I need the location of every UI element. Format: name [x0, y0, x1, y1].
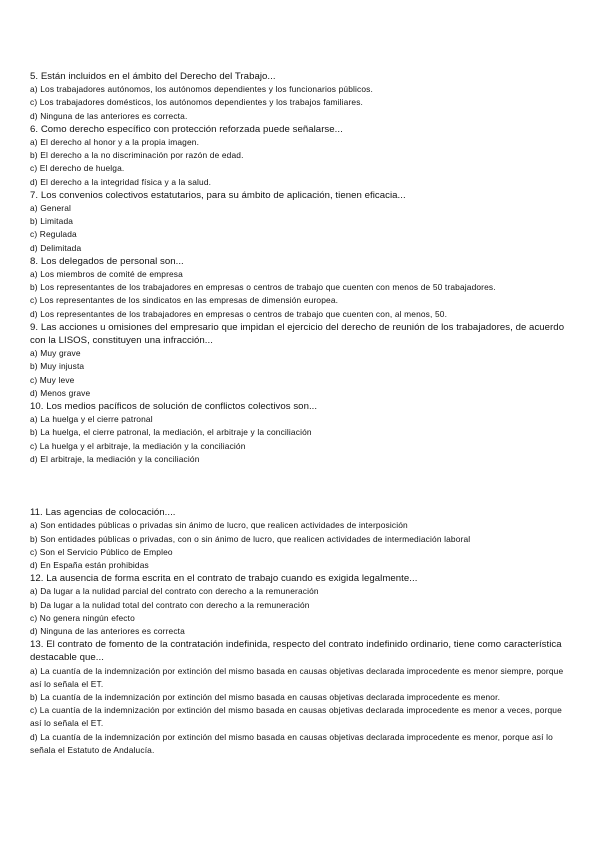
answer-option: b) Son entidades públicas o privadas, con o sin ánimo de lucro, que realicen actividades de intermediación laboral	[30, 533, 471, 544]
question-block	[30, 506, 575, 572]
answer-option: d) La cuantía de la indemnización por extinción del mismo basada en causas objetivas declarada improcedente es menor, porque así lo señala el Estatuto de Andalucía.	[30, 731, 553, 755]
answer-option: a) La huelga y el cierre patronal	[30, 414, 153, 425]
answer-option: c) La huelga y el arbitraje, la mediación y la conciliación	[30, 440, 246, 451]
answer-option: d) Ninguna de las anteriores es correcta.	[30, 110, 188, 121]
answer-option: a) Los miembros de comité de empresa	[30, 269, 183, 280]
answer-option: d) Ninguna de las anteriores es correcta	[30, 625, 185, 636]
answer-option: d) Delimitada	[30, 242, 82, 253]
question-block	[30, 70, 575, 123]
answer-option: b) Muy injusta	[30, 361, 85, 372]
questions-part-2	[30, 506, 575, 757]
questions-part-1	[30, 70, 575, 466]
question-block	[30, 638, 575, 757]
answer-option: a) Da lugar a la nulidad parcial del contrato con derecho a la remuneración	[30, 586, 319, 597]
answer-option: a) Muy grave	[30, 348, 81, 359]
answer-option: b) Limitada	[30, 216, 74, 227]
answer-option: c) Los trabajadores domésticos, los autónomos dependientes y los trabajos familiares.	[30, 97, 364, 108]
question-title: 10. Los medios pacíficos de solución de conflictos colectivos son...	[30, 401, 318, 413]
answer-option: c) La cuantía de la indemnización por extinción del mismo basada en causas objetivas declarada improcedente es menor a veces, porque así lo señala el ET.	[30, 705, 562, 729]
answer-option: d) Menos grave	[30, 387, 91, 398]
question-block	[30, 189, 575, 255]
answer-option: c) El derecho de huelga.	[30, 163, 125, 174]
answer-option: b) Da lugar a la nulidad total del contrato con derecho a la remuneración	[30, 599, 310, 610]
answer-option: d) El arbitraje, la mediación y la conciliación	[30, 453, 200, 464]
question-title: 9. Las acciones u omisiones del empresario que impidan el ejercicio del derecho de reunión de los trabajadores, de acuerdo con la LISOS, constituyen una infracción...	[30, 321, 565, 347]
question-title: 8. Los delegados de personal son...	[30, 255, 184, 267]
question-title: 7. Los convenios colectivos estatutarios, para su ámbito de aplicación, tienen eficacia...	[30, 189, 406, 201]
question-title: 5. Están incluidos en el ámbito del Derecho del Trabajo...	[30, 71, 276, 82]
answer-option: a) Son entidades públicas o privadas sin ánimo de lucro, que realicen actividades de interposición	[30, 520, 408, 531]
answer-option: c) No genera ningún efecto	[30, 612, 135, 623]
question-block	[30, 572, 575, 638]
answer-option: a) El derecho al honor y a la propia imagen.	[30, 137, 200, 148]
answer-option: d) En España están prohibidas	[30, 559, 149, 570]
answer-option: a) General	[30, 203, 72, 214]
answer-option: a) La cuantía de la indemnización por extinción del mismo basada en causas objetivas declarada improcedente es menor siempre, porque así lo señala el ET.	[30, 665, 564, 689]
question-title: 6. Como derecho específico con protección reforzada puede señalarse...	[30, 123, 343, 135]
question-title: 11. Las agencias de colocación....	[30, 507, 176, 519]
answer-option: d) El derecho a la integridad física y a la salud.	[30, 176, 212, 187]
answer-option: c) Regulada	[30, 229, 77, 240]
answer-option: c) Son el Servicio Público de Empleo	[30, 546, 173, 557]
section-gap	[30, 466, 575, 506]
question-block	[30, 321, 575, 400]
question-block	[30, 123, 575, 189]
answer-option: a) Los trabajadores autónomos, los autónomos dependientes y los funcionarios públicos.	[30, 84, 373, 95]
question-block	[30, 255, 575, 321]
answer-option: b) Los representantes de los trabajadores en empresas o centros de trabajo que cuenten con menos de 50 trabajadores.	[30, 282, 496, 293]
question-title: 12. La ausencia de forma escrita en el contrato de trabajo cuando es exigida legalmente...	[30, 573, 418, 585]
answer-option: b) La cuantía de la indemnización por extinción del mismo basada en causas objetivas declarada improcedente es menor.	[30, 691, 501, 702]
exam-content	[30, 70, 575, 757]
answer-option: c) Los representantes de los sindicatos en las empresas de dimensión europea.	[30, 295, 339, 306]
answer-option: c) Muy leve	[30, 374, 75, 385]
answer-option: b) La huelga, el cierre patronal, la mediación, el arbitraje y la conciliación	[30, 427, 312, 438]
question-block	[30, 400, 575, 466]
answer-option: b) El derecho a la no discriminación por razón de edad.	[30, 150, 244, 161]
question-title: 13. El contrato de fomento de la contratación indefinida, respecto del contrato indefinido ordinario, tiene como característica destacable que...	[30, 639, 562, 664]
answer-option: d) Los representantes de los trabajadores en empresas o centros de trabajo que cuenten con, al menos, 50.	[30, 308, 448, 319]
